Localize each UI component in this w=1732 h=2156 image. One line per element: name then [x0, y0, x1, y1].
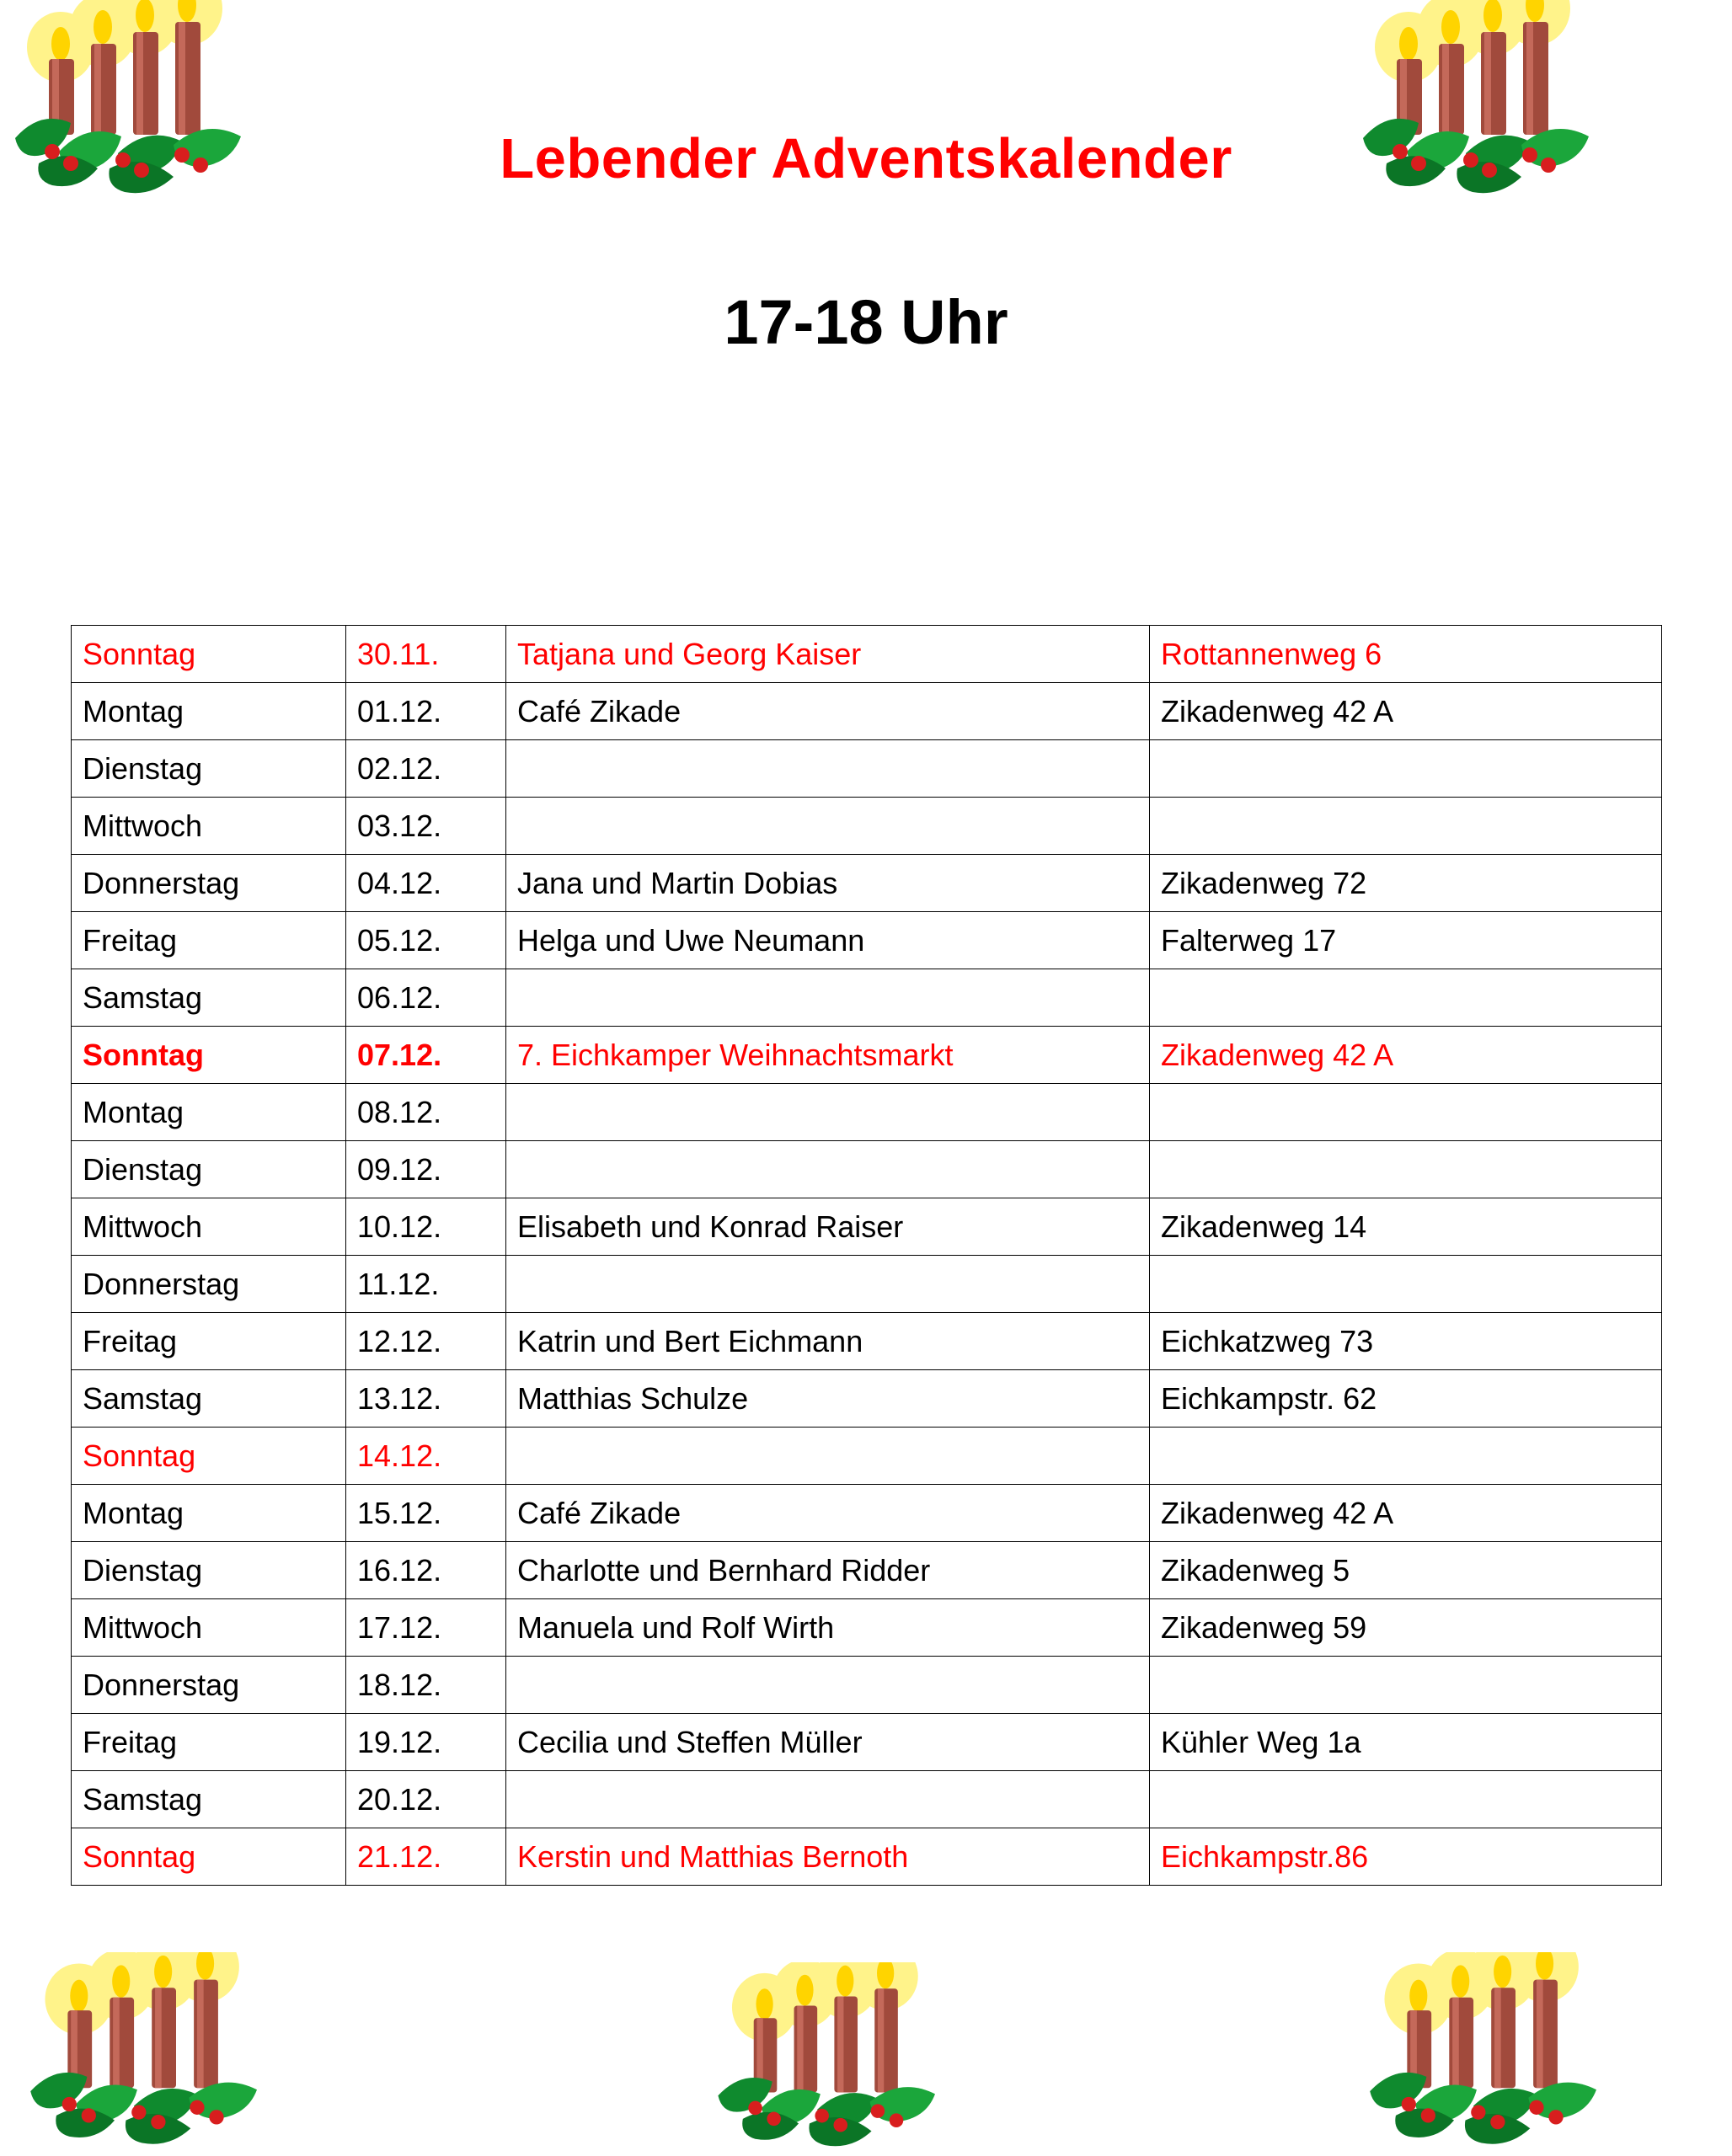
- cell-weekday: Freitag: [72, 912, 346, 969]
- table-row: [72, 855, 1662, 912]
- cell-address: Zikadenweg 42 A: [1150, 1027, 1662, 1084]
- advent-candles-bottom-right-icon: [1348, 1952, 1643, 2154]
- table-row: [72, 969, 1662, 1027]
- cell-date: 09.12.: [346, 1141, 506, 1198]
- cell-date: 15.12.: [346, 1485, 506, 1542]
- cell-address: [1150, 798, 1662, 855]
- cell-address: Zikadenweg 42 A: [1150, 683, 1662, 740]
- cell-weekday: Samstag: [72, 1771, 346, 1828]
- cell-host: Cecilia und Steffen Müller: [506, 1714, 1150, 1771]
- cell-address: [1150, 1141, 1662, 1198]
- cell-host: 7. Eichkamper Weihnachtsmarkt: [506, 1027, 1150, 1084]
- cell-host: Katrin und Bert Eichmann: [506, 1313, 1150, 1370]
- cell-address: [1150, 969, 1662, 1027]
- cell-host: Kerstin und Matthias Bernoth: [506, 1828, 1150, 1886]
- page-title: Lebender Adventskalender: [500, 127, 1232, 190]
- cell-date: 18.12.: [346, 1657, 506, 1714]
- cell-host: Café Zikade: [506, 1485, 1150, 1542]
- cell-host: Helga und Uwe Neumann: [506, 912, 1150, 969]
- cell-host: [506, 1771, 1150, 1828]
- table-row: [72, 912, 1662, 969]
- cell-weekday: Montag: [72, 683, 346, 740]
- advent-candles-bottom-center-icon: [699, 1962, 977, 2156]
- cell-address: [1150, 1256, 1662, 1313]
- table-row: [72, 1141, 1662, 1198]
- cell-address: Zikadenweg 5: [1150, 1542, 1662, 1599]
- table-row: [72, 1599, 1662, 1657]
- advent-candles-bottom-left-icon: [8, 1952, 303, 2154]
- cell-host: Matthias Schulze: [506, 1370, 1150, 1428]
- table-row: [72, 1313, 1662, 1370]
- cell-date: 06.12.: [346, 969, 506, 1027]
- cell-address: [1150, 740, 1662, 798]
- cell-date: 21.12.: [346, 1828, 506, 1886]
- page-subtitle: 17-18 Uhr: [724, 287, 1008, 357]
- cell-date: 14.12.: [346, 1428, 506, 1485]
- cell-weekday: Dienstag: [72, 1542, 346, 1599]
- cell-host: Café Zikade: [506, 683, 1150, 740]
- table-row: [72, 1027, 1662, 1084]
- cell-address: Eichkatzweg 73: [1150, 1313, 1662, 1370]
- cell-address: [1150, 1084, 1662, 1141]
- schedule-table-container: [71, 625, 1661, 1886]
- cell-weekday: Mittwoch: [72, 798, 346, 855]
- cell-address: Rottannenweg 6: [1150, 626, 1662, 683]
- table-row: [72, 1084, 1662, 1141]
- cell-weekday: Montag: [72, 1485, 346, 1542]
- advent-schedule-table: [71, 625, 1662, 1886]
- table-row: [72, 1714, 1662, 1771]
- cell-host: [506, 1256, 1150, 1313]
- cell-weekday: Samstag: [72, 1370, 346, 1428]
- cell-weekday: Samstag: [72, 969, 346, 1027]
- cell-weekday: Mittwoch: [72, 1599, 346, 1657]
- table-row: [72, 626, 1662, 683]
- cell-address: Zikadenweg 59: [1150, 1599, 1662, 1657]
- cell-address: Zikadenweg 14: [1150, 1198, 1662, 1256]
- cell-address: Kühler Weg 1a: [1150, 1714, 1662, 1771]
- cell-weekday: Dienstag: [72, 740, 346, 798]
- cell-date: 08.12.: [346, 1084, 506, 1141]
- cell-date: 11.12.: [346, 1256, 506, 1313]
- table-row: [72, 683, 1662, 740]
- cell-host: Tatjana und Georg Kaiser: [506, 626, 1150, 683]
- cell-host: Jana und Martin Dobias: [506, 855, 1150, 912]
- cell-weekday: Sonntag: [72, 1027, 346, 1084]
- cell-weekday: Mittwoch: [72, 1198, 346, 1256]
- table-row: [72, 1542, 1662, 1599]
- cell-address: Eichkampstr. 62: [1150, 1370, 1662, 1428]
- cell-weekday: Donnerstag: [72, 855, 346, 912]
- cell-address: [1150, 1657, 1662, 1714]
- cell-weekday: Montag: [72, 1084, 346, 1141]
- table-row: [72, 1370, 1662, 1428]
- cell-host: [506, 798, 1150, 855]
- cell-host: Charlotte und Bernhard Ridder: [506, 1542, 1150, 1599]
- table-row: [72, 1428, 1662, 1485]
- table-row: [72, 798, 1662, 855]
- cell-weekday: Donnerstag: [72, 1657, 346, 1714]
- cell-date: 02.12.: [346, 740, 506, 798]
- cell-weekday: Freitag: [72, 1313, 346, 1370]
- cell-date: 20.12.: [346, 1771, 506, 1828]
- cell-weekday: Sonntag: [72, 1828, 346, 1886]
- cell-host: [506, 740, 1150, 798]
- cell-host: [506, 1428, 1150, 1485]
- cell-weekday: Donnerstag: [72, 1256, 346, 1313]
- cell-host: [506, 1657, 1150, 1714]
- cell-host: Elisabeth und Konrad Raiser: [506, 1198, 1150, 1256]
- cell-host: [506, 969, 1150, 1027]
- cell-date: 07.12.: [346, 1027, 506, 1084]
- cell-date: 05.12.: [346, 912, 506, 969]
- cell-date: 03.12.: [346, 798, 506, 855]
- cell-address: Falterweg 17: [1150, 912, 1662, 969]
- cell-weekday: Sonntag: [72, 1428, 346, 1485]
- cell-host: [506, 1141, 1150, 1198]
- cell-address: [1150, 1428, 1662, 1485]
- cell-weekday: Dienstag: [72, 1141, 346, 1198]
- table-row: [72, 1771, 1662, 1828]
- cell-date: 13.12.: [346, 1370, 506, 1428]
- cell-date: 01.12.: [346, 683, 506, 740]
- cell-date: 04.12.: [346, 855, 506, 912]
- table-row: [72, 740, 1662, 798]
- table-row: [72, 1828, 1662, 1886]
- cell-weekday: Freitag: [72, 1714, 346, 1771]
- cell-date: 12.12.: [346, 1313, 506, 1370]
- cell-date: 17.12.: [346, 1599, 506, 1657]
- cell-host: Manuela und Rolf Wirth: [506, 1599, 1150, 1657]
- cell-host: [506, 1084, 1150, 1141]
- table-row: [72, 1198, 1662, 1256]
- table-row: [72, 1657, 1662, 1714]
- cell-date: 30.11.: [346, 626, 506, 683]
- cell-address: Zikadenweg 42 A: [1150, 1485, 1662, 1542]
- table-row: [72, 1485, 1662, 1542]
- table-row: [72, 1256, 1662, 1313]
- cell-address: [1150, 1771, 1662, 1828]
- cell-date: 16.12.: [346, 1542, 506, 1599]
- cell-address: Eichkampstr.86: [1150, 1828, 1662, 1886]
- cell-date: 10.12.: [346, 1198, 506, 1256]
- cell-address: Zikadenweg 72: [1150, 855, 1662, 912]
- cell-date: 19.12.: [346, 1714, 506, 1771]
- cell-weekday: Sonntag: [72, 626, 346, 683]
